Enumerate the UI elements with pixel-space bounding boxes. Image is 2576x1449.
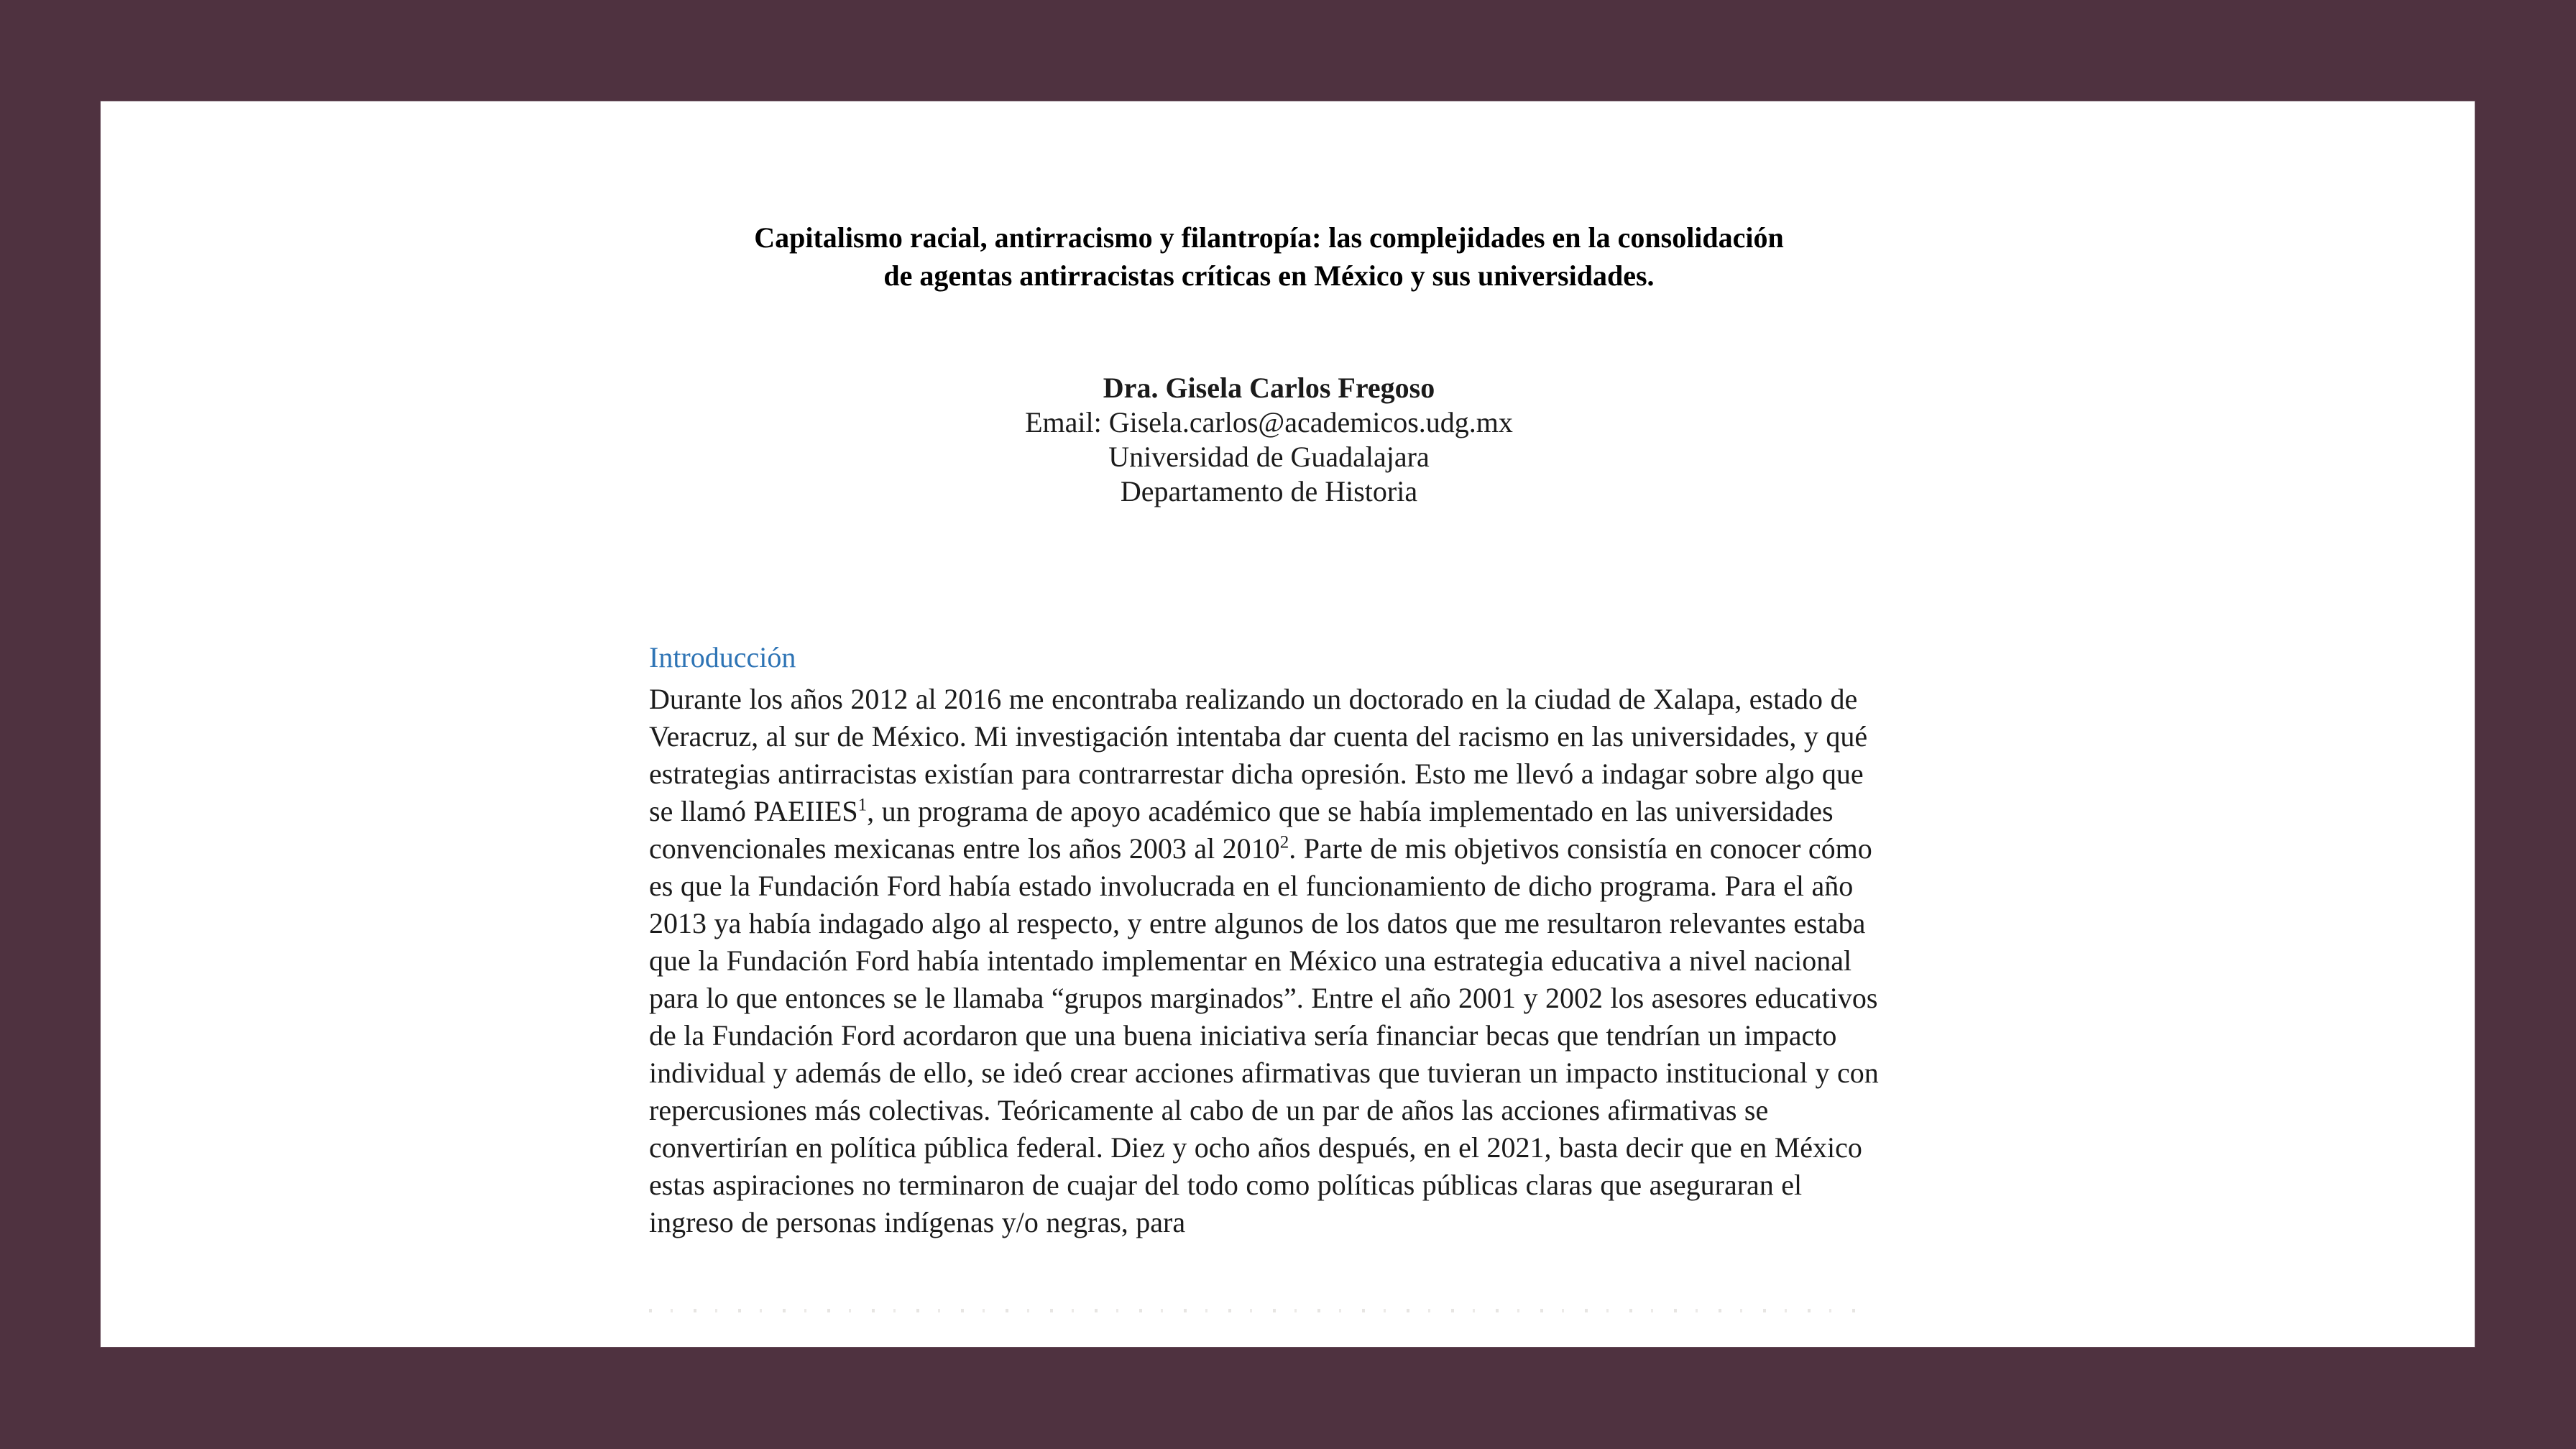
author-email: Email: Gisela.carlos@academicos.udg.mx [1025, 406, 1513, 438]
document-page [101, 101, 2475, 1347]
paragraph-text-part-1: Durante los años 2012 al 2016 me encontraba realizando un doctorado en la ciudad de Xalapa, estado de Veracruz, al sur de México. Mi investigación intentaba dar cuenta del racismo en las universidades, y qué estrategias antirracistas existían para contrarrestar dicha opresión. Esto me llevó a indagar sobre algo que se llamó PAEIIES [649, 683, 1868, 827]
footnote-ref-2: 2 [1279, 832, 1289, 852]
text-column [649, 101, 1889, 1241]
intro-paragraph [649, 681, 1889, 1241]
paragraph-text-part-2: , un programa de apoyo académico que se había implementado en las universidades convencionales mexicanas entre los años 2003 al 2010 [649, 795, 1834, 865]
author-name: Dra. Gisela Carlos Fregoso [1103, 372, 1435, 404]
footnote-ref-1: 1 [857, 795, 868, 815]
paper-title [649, 218, 1889, 295]
paper-title-line-1: Capitalismo racial, antirracismo y filantropía: las complejidades en la consolidación [754, 221, 1784, 254]
author-block [649, 371, 1889, 509]
author-affiliation: Universidad de Guadalajara [1108, 441, 1430, 473]
paragraph-text-part-3: . Parte de mis objetivos consistía en conocer cómo es que la Fundación Ford había estado involucrada en el funcionamiento de dicho programa. Para el año 2013 ya había indagado algo al respecto, y entre algunos de los datos que me resultaron relevantes estaba que la Fundación Ford había intentado implementar en México una estrategia educativa a nivel nacional para lo que entonces se le llamaba “grupos marginados”. Entre el año 2001 y 2002 los asesores educativos de la Fundación Ford acordaron que una buena iniciativa sería financiar becas que tendrían un impacto individual y además de ello, se ideó crear acciones afirmativas que tuvieran un impacto institucional y con repercusiones más colectivas. Teóricamente al cabo de un par de años las acciones afirmativas se convertirían en política pública federal. Diez y ocho años después, en el 2021, basta decir que en México estas aspiraciones no terminaron de cuajar del todo como políticas públicas claras que aseguraran el ingreso de personas indígenas y/o negras, para [649, 832, 1879, 1238]
section-heading-introduccion: Introducción [649, 641, 796, 673]
paper-title-line-2: de agentas antirracistas críticas en México y sus universidades. [883, 259, 1655, 292]
author-department: Departamento de Historia [1120, 475, 1418, 507]
clipped-next-text-line [649, 1309, 1871, 1312]
